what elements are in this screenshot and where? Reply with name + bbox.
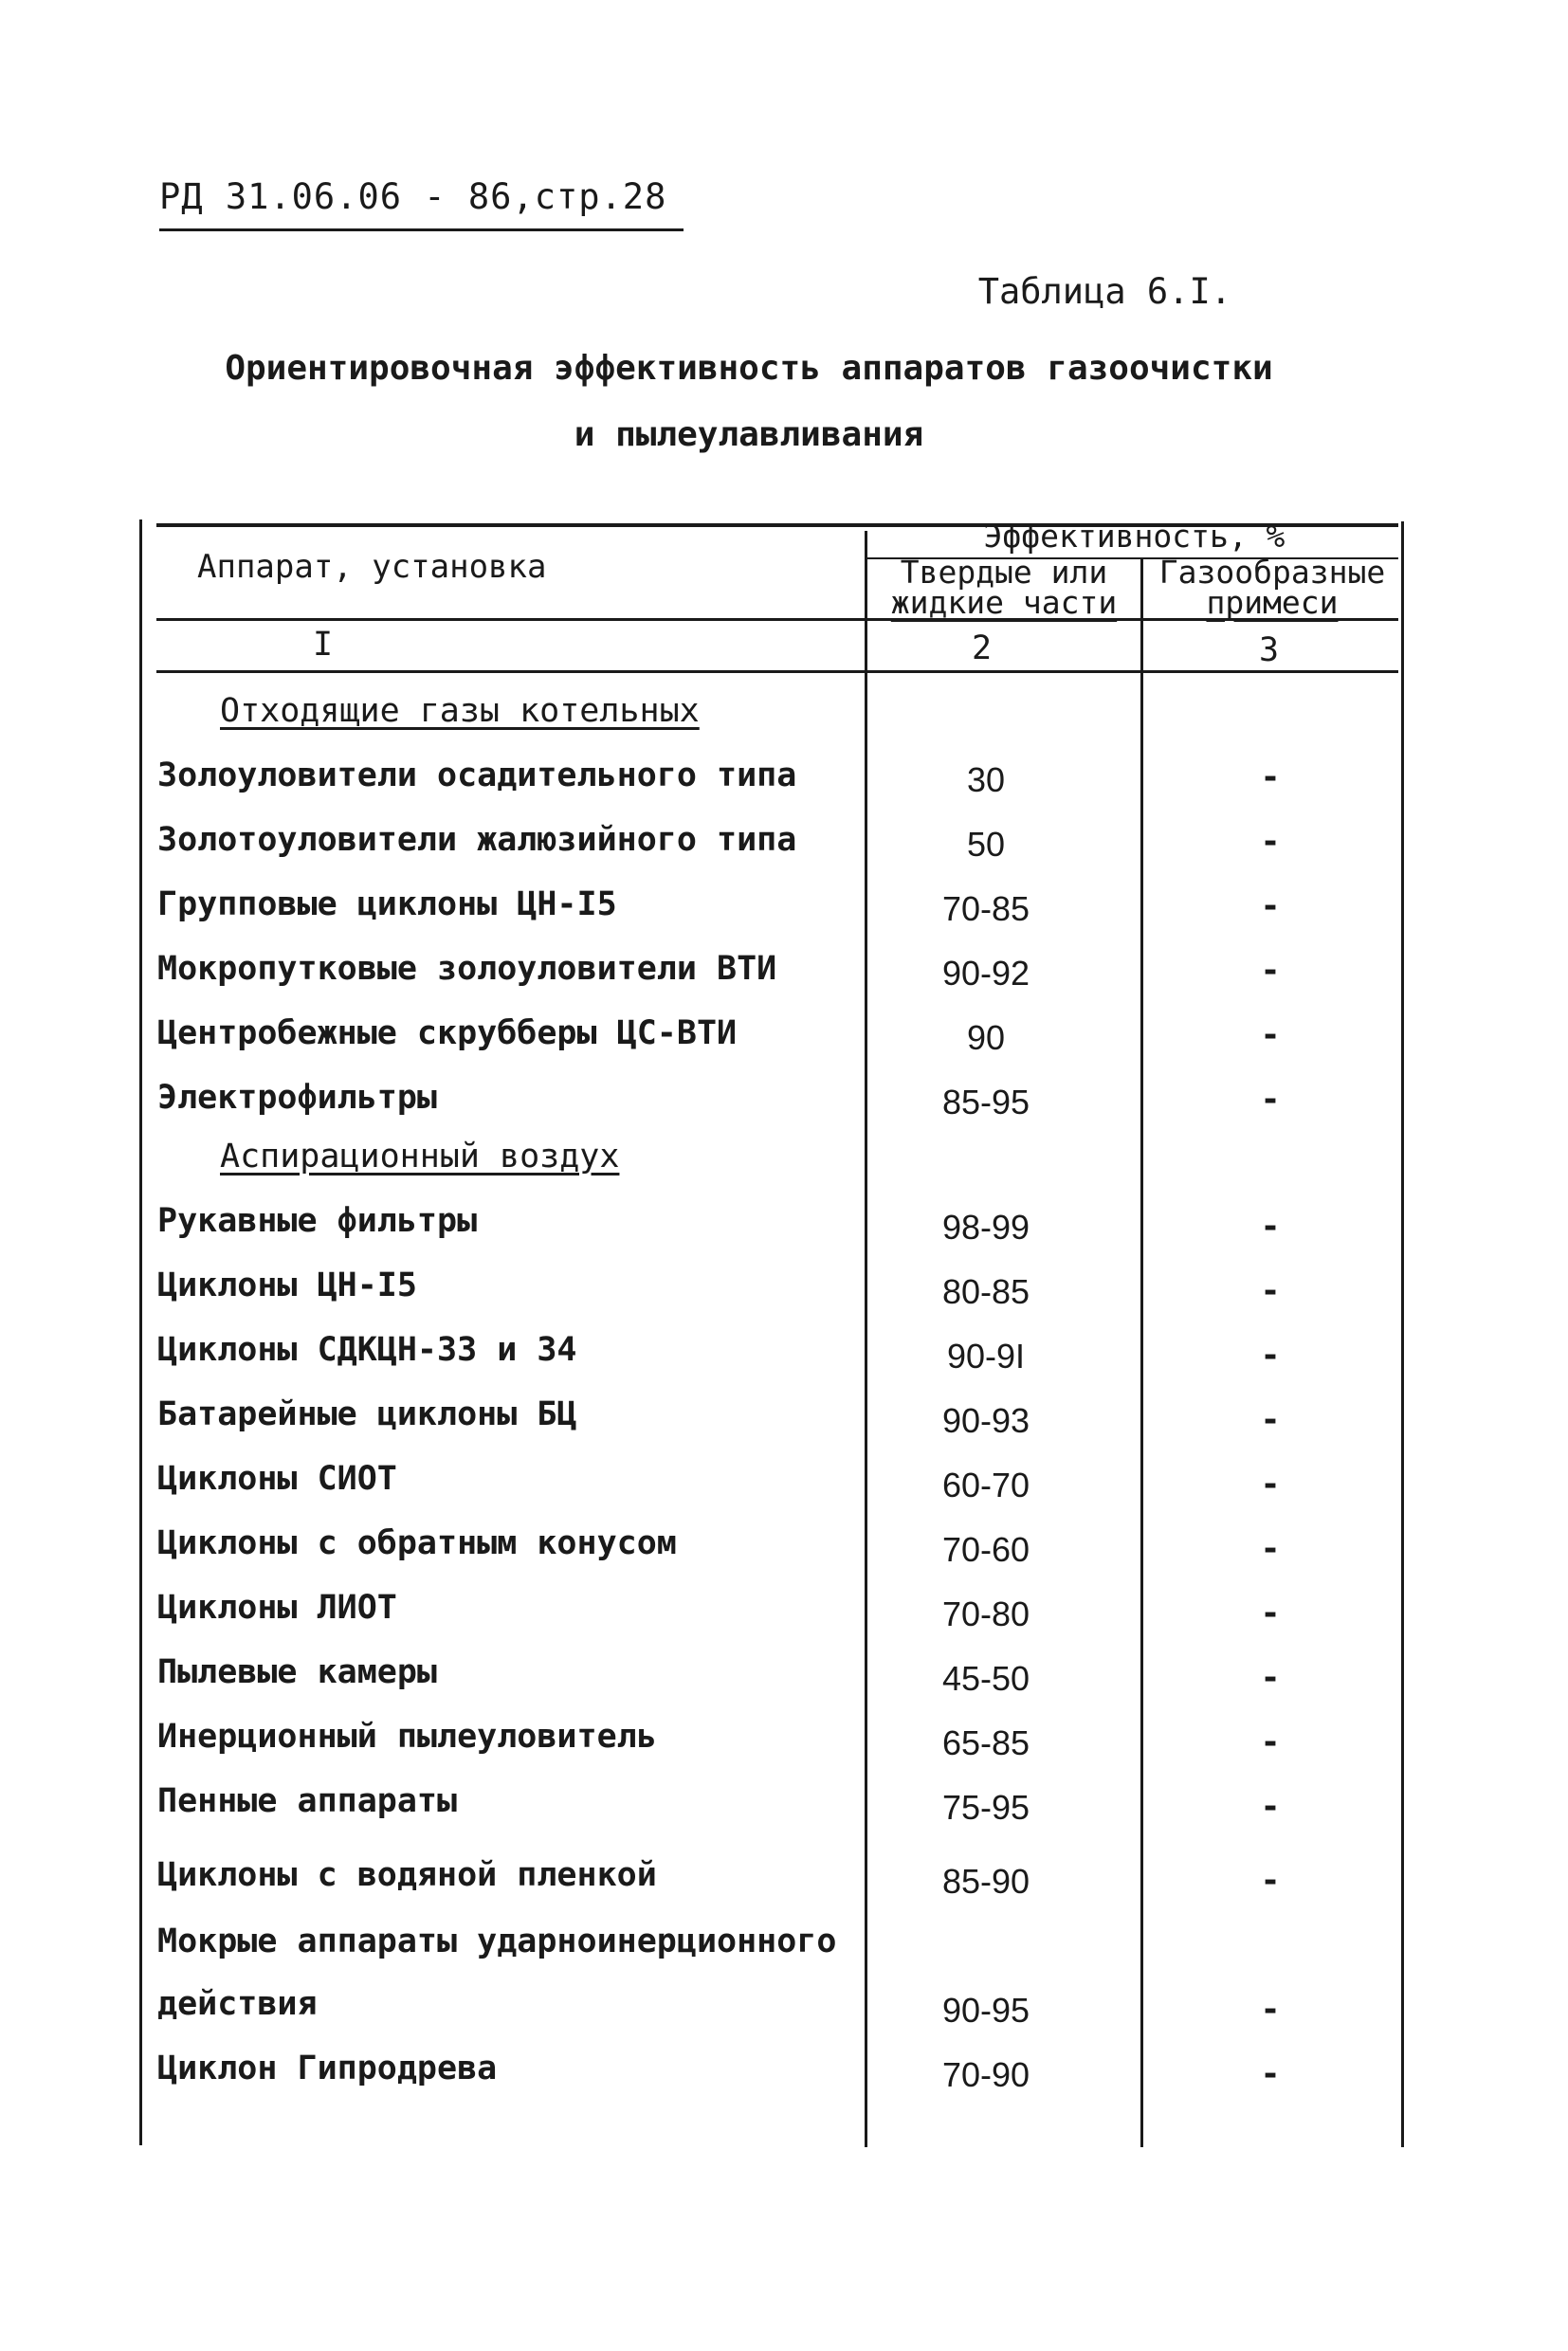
section-heading-boiler-gases: Отходящие газы котельных (220, 692, 700, 730)
row-solid-value: 70-90 (941, 2055, 1030, 2094)
row-name: Циклоны ЛИОТ (157, 1589, 397, 1627)
row-name: Батарейные циклоны БЦ (157, 1395, 577, 1433)
row-name: Циклоны с обратным конусом (157, 1524, 677, 1562)
row-name: Циклоны СИОТ (157, 1460, 397, 1498)
row-gas-value: - (1260, 1016, 1281, 1054)
row-gas-value: - (1260, 952, 1281, 990)
row-name: Инерционный пылеуловитель (157, 1718, 657, 1756)
row-solid-value: 90-95 (941, 1991, 1030, 2030)
row-gas-value: - (1260, 1862, 1281, 1900)
table-title-line2: и пылеулавливания (574, 415, 924, 454)
row-gas-value: - (1260, 887, 1281, 925)
row-solid-value: 45-50 (941, 1659, 1030, 1698)
row-gas-value: - (1260, 1788, 1281, 1826)
row-solid-value: 70-80 (941, 1595, 1030, 1633)
row-gas-value: - (1260, 2055, 1281, 2093)
row-solid-value: 90 (966, 1018, 1006, 1057)
row-gas-value: - (1260, 1595, 1281, 1632)
row-solid-value: 75-95 (941, 1788, 1030, 1827)
table-label: Таблица 6.I. (977, 271, 1231, 312)
row-name: Мокропутковые золоуловители ВТИ (157, 950, 777, 988)
row-solid-value: 60-70 (941, 1466, 1030, 1504)
column-number-3: 3 (1259, 631, 1280, 669)
row-name: Центробежные скрубберы ЦС-ВТИ (157, 1014, 738, 1052)
header-solid-line2: жидкие части (890, 584, 1118, 621)
numbers-bottom-rule (156, 670, 1398, 673)
row-gas-value: - (1260, 1466, 1281, 1504)
row-name: Золотоуловители жалюзийного типа (157, 821, 797, 859)
row-solid-value: 90-9I (946, 1337, 1026, 1376)
row-solid-value: 80-85 (941, 1272, 1030, 1311)
row-solid-value: 85-90 (941, 1862, 1030, 1901)
row-solid-value: 50 (966, 825, 1006, 864)
row-solid-value: 30 (966, 760, 1006, 799)
row-name: Циклоны с водяной пленкой (157, 1856, 657, 1894)
row-solid-value: 85-95 (941, 1083, 1030, 1121)
row-gas-value: - (1260, 1337, 1281, 1375)
row-solid-value: 90-93 (941, 1401, 1030, 1440)
row-gas-value: - (1260, 1272, 1281, 1310)
row-name: Рукавные фильтры (157, 1202, 478, 1240)
header-gas-line1: Газообразные (1158, 554, 1386, 591)
row-gas-value: - (1260, 1530, 1281, 1568)
row-name: Золоуловители осадительного типа (157, 756, 797, 794)
column-number-2: 2 (972, 629, 993, 667)
row-name: Пенные аппараты (157, 1782, 458, 1820)
row-solid-value: 70-85 (941, 889, 1030, 928)
row-solid-value: 90-92 (941, 954, 1030, 993)
row-gas-value: - (1260, 1208, 1281, 1246)
row-solid-value: 70-60 (941, 1530, 1030, 1569)
column-divider-2 (1140, 559, 1143, 2147)
table-left-border (139, 519, 142, 2145)
row-name: Циклоны ЦН-I5 (157, 1267, 417, 1304)
row-gas-value: - (1260, 1401, 1281, 1439)
header-efficiency: Эффективность, % (983, 518, 1285, 555)
header-apparatus: Аппарат, установка (197, 548, 547, 586)
header-solid-line1: Твердые или (900, 554, 1108, 591)
document-reference: РД 31.06.06 - 86,стр.28 (159, 176, 684, 231)
table-title-line1: Ориентировочная эффективность аппаратов газоочистки (225, 349, 1273, 388)
row-solid-value: 65-85 (941, 1723, 1030, 1762)
row-name: действия (157, 1985, 318, 2023)
row-name: Пылевые камеры (157, 1653, 438, 1691)
column-number-1: I (313, 626, 334, 664)
row-name: Циклоны СДКЦН-33 и 34 (157, 1331, 577, 1369)
row-gas-value: - (1260, 758, 1281, 796)
row-gas-value: - (1260, 1659, 1281, 1697)
row-solid-value: 98-99 (941, 1208, 1030, 1247)
row-name: Групповые циклоны ЦН-I5 (157, 885, 617, 923)
row-gas-value: - (1260, 1723, 1281, 1761)
row-name: Циклон Гипродрева (157, 2050, 498, 2087)
row-gas-value: - (1260, 1081, 1281, 1119)
row-gas-value: - (1260, 823, 1281, 861)
table-right-border (1401, 521, 1404, 2147)
row-name: Мокрые аппараты ударноинерционного (157, 1923, 837, 1960)
row-name: Электрофильтры (157, 1079, 438, 1117)
header-gas-line2: примеси (1206, 584, 1339, 621)
section-heading-aspiration-air: Аспирационный воздух (220, 1138, 620, 1176)
row-gas-value: - (1260, 1991, 1281, 2029)
